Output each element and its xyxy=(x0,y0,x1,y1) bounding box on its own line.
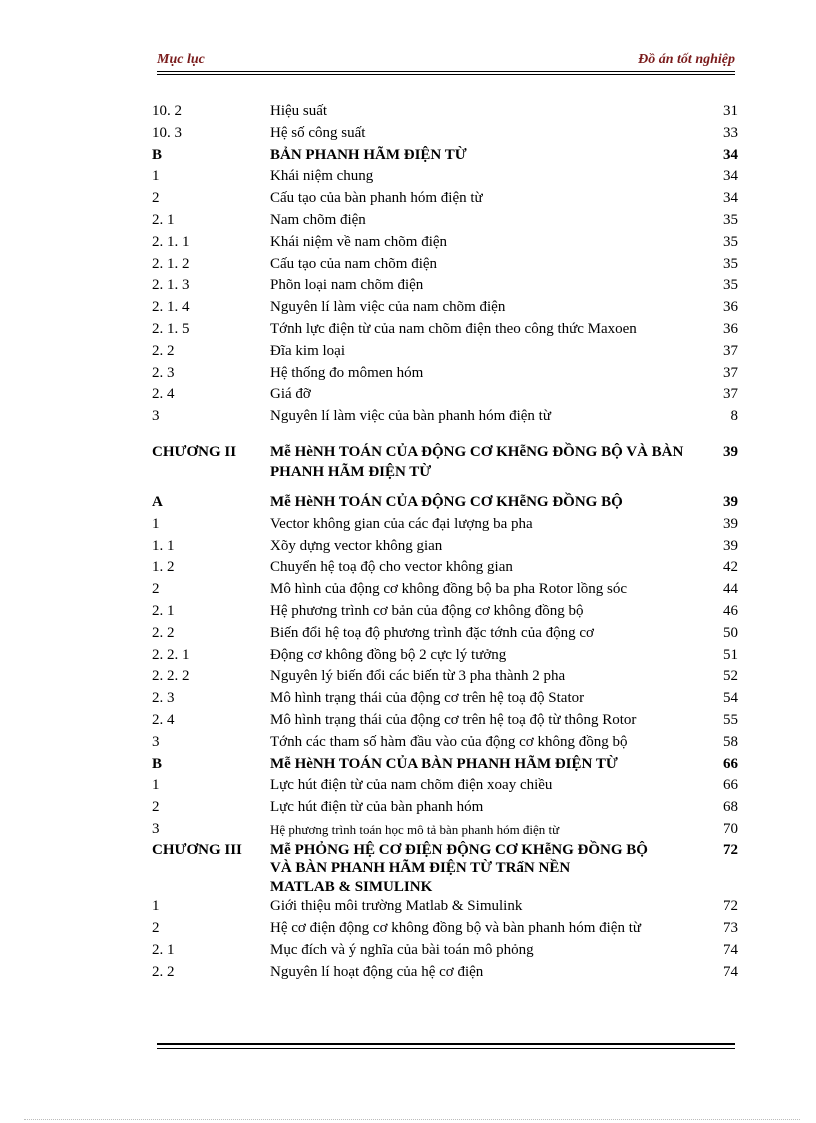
toc-entry-page: 70 xyxy=(723,820,738,837)
toc-entry-title: Mục đích và ý nghĩa của bài toán mô phỏng xyxy=(270,941,534,958)
footer-rule xyxy=(157,1043,735,1045)
chapter-title-line: VÀ BÀN PHANH HÃM ĐIỆN TỪ TRấN NỀN xyxy=(270,860,571,877)
toc-entry-title: Hệ số công suất xyxy=(270,124,366,141)
toc-entry-page: 39 xyxy=(723,537,738,554)
toc-entry-number: 10. 2 xyxy=(152,103,182,119)
toc-entry-page: 37 xyxy=(723,342,738,359)
toc-entry-number: 2. 1 xyxy=(152,602,175,619)
chapter-page: 39 xyxy=(723,443,738,460)
toc-entry-page: 74 xyxy=(723,941,738,958)
toc-entry xyxy=(152,688,738,710)
toc-entry xyxy=(152,797,738,819)
header-right-title: Đồ án tốt nghiệp xyxy=(638,52,735,67)
toc-entry-page: 8 xyxy=(730,408,738,425)
toc-entry-number: 2 xyxy=(152,799,160,816)
toc-entry-title: Phõn loại nam chõm điện xyxy=(270,277,424,294)
toc-entry-number: A xyxy=(152,493,163,510)
toc-entry xyxy=(152,557,738,579)
header-rule-thin xyxy=(157,74,735,75)
toc-entry-number: 2. 1. 5 xyxy=(152,320,190,337)
toc-entry-title: Nguyên lí hoạt động của hệ cơ điện xyxy=(270,963,484,980)
chapter-number: CHƯƠNG III xyxy=(152,841,242,858)
toc-entry-page: 34 xyxy=(723,168,738,185)
toc-entry-number: 2. 4 xyxy=(152,386,175,403)
toc-section-3 xyxy=(152,896,738,983)
toc-entry-number: 2. 2. 2 xyxy=(152,668,190,685)
toc-entry-page: 55 xyxy=(723,711,738,728)
toc-entry-title: Vector không gian của các đại lượng ba pha xyxy=(270,515,533,532)
toc-entry xyxy=(152,710,738,732)
page-header xyxy=(157,52,735,72)
chapter-title-line: Mễ PHỎNG HỆ CƠ ĐIỆN ĐỘNG CƠ KHễNG ĐỒNG BỘ xyxy=(270,841,648,858)
chapter-page: 72 xyxy=(723,841,738,858)
toc-entry-number: 2. 2 xyxy=(152,342,175,359)
toc-entry-page: 42 xyxy=(723,559,738,576)
toc-entry-page: 37 xyxy=(723,364,738,381)
toc-entry-page: 66 xyxy=(723,755,738,772)
toc-entry-page: 37 xyxy=(723,386,738,403)
toc-entry-number: 1. 2 xyxy=(152,559,175,576)
toc-entry xyxy=(152,579,738,601)
toc-entry-number: 2. 2 xyxy=(152,963,175,980)
toc-entry xyxy=(152,601,738,623)
toc-entry-title: Mễ HèNH TOÁN CỦA BÀN PHANH HÃM ĐIỆN TỪ xyxy=(270,755,618,772)
toc-entry-page: 35 xyxy=(723,233,738,250)
toc-entry-number: 2. 4 xyxy=(152,711,175,728)
toc-entry-number: 2. 1. 3 xyxy=(152,277,190,294)
toc-entry-title: Mô hình của động cơ không đồng bộ ba pha Rotor lồng sóc xyxy=(270,581,628,598)
toc-entry-title: Giá đỡ xyxy=(270,386,311,403)
header-left-title: Mục lục xyxy=(157,52,205,67)
toc-entry xyxy=(152,775,738,797)
toc-entry xyxy=(152,896,738,918)
toc-entry-number: B xyxy=(152,146,163,163)
toc-entry xyxy=(152,145,738,167)
toc-entry-page: 73 xyxy=(723,920,738,936)
toc-entry-page: 39 xyxy=(723,493,738,510)
toc-entry xyxy=(152,536,738,558)
toc-entry-number: 1 xyxy=(152,168,160,185)
toc-entry-number: 2. 3 xyxy=(152,364,175,381)
toc-section-2 xyxy=(152,492,738,841)
toc-entry-title: Hiệu suất xyxy=(270,103,328,119)
toc-entry-number: 1. 1 xyxy=(152,537,175,554)
toc-entry xyxy=(152,754,738,776)
toc-entry-number: 2. 1. 2 xyxy=(152,255,190,272)
toc-entry-title: Hệ phương trình cơ bản của động cơ không đồng bộ xyxy=(270,602,584,619)
toc-entry xyxy=(152,297,738,319)
toc-entry-title: Hệ cơ điện động cơ không đồng bộ và bàn phanh hóm điện từ xyxy=(270,920,642,936)
toc-entry xyxy=(152,819,738,841)
chapter-3-heading xyxy=(152,841,738,897)
toc-entry-page: 66 xyxy=(723,777,738,794)
toc-entry-title: BẢN PHANH HÃM ĐIỆN TỪ xyxy=(270,146,467,163)
toc-entry-number: 10. 3 xyxy=(152,124,182,141)
toc-entry-title: Động cơ không đồng bộ 2 cực lý tưởng xyxy=(270,646,507,663)
toc-entry-number: 2 xyxy=(152,581,160,598)
toc-entry-page: 54 xyxy=(723,690,738,707)
toc-entry-page: 46 xyxy=(723,602,738,619)
toc-entry-title: Đĩa kim loại xyxy=(270,342,345,359)
toc-entry-number: 2. 1. 4 xyxy=(152,299,190,316)
toc-entry-page: 36 xyxy=(723,320,738,337)
toc-entry xyxy=(152,363,738,385)
toc-entry-page: 74 xyxy=(723,963,738,980)
toc-entry-title: Tớnh các tham số hàm đầu vào của động cơ không đồng bộ xyxy=(270,733,628,750)
toc-section-1 xyxy=(152,101,738,428)
toc-entry xyxy=(152,940,738,962)
toc-entry-number: 1 xyxy=(152,777,160,794)
header-rule xyxy=(157,71,735,72)
toc-entry xyxy=(152,254,738,276)
toc-entry xyxy=(152,384,738,406)
page-edge-dotted-line xyxy=(24,1119,800,1120)
toc-entry-number: 1 xyxy=(152,515,160,532)
toc-entry xyxy=(152,732,738,754)
toc-entry-title: Cấu tạo của bàn phanh hóm điện từ xyxy=(270,190,483,207)
chapter-title-block xyxy=(270,841,700,897)
toc-entry xyxy=(152,645,738,667)
toc-entry-number: 2. 2 xyxy=(152,624,175,641)
toc-entry-page: 72 xyxy=(723,898,738,915)
toc-entry-page: 68 xyxy=(723,799,738,816)
toc-entry-title: Hệ phương trình toán học mô tả bàn phanh hóm điện từ xyxy=(270,821,560,837)
toc-entry-page: 33 xyxy=(723,124,738,141)
toc-entry xyxy=(152,666,738,688)
toc-entry-page: 52 xyxy=(723,668,738,685)
footer-rule-thin xyxy=(157,1048,735,1049)
toc-entry-page: 58 xyxy=(723,733,738,750)
toc-entry xyxy=(152,962,738,984)
toc-entry-title: Nguyên lý biến đổi các biến từ 3 pha thành 2 pha xyxy=(270,668,566,685)
table-of-contents xyxy=(152,101,738,983)
toc-entry-number: 2. 3 xyxy=(152,690,175,707)
toc-entry-page: 50 xyxy=(723,624,738,641)
toc-entry-title: Biến đổi hệ toạ độ phương trình đặc tớnh của động cơ xyxy=(270,624,594,641)
toc-entry xyxy=(152,210,738,232)
toc-entry xyxy=(152,101,738,123)
toc-entry xyxy=(152,319,738,341)
toc-entry-title: Mô hình trạng thái của động cơ trên hệ toạ độ Stator xyxy=(270,690,585,707)
toc-entry-page: 36 xyxy=(723,299,738,316)
toc-entry-page: 51 xyxy=(723,646,738,663)
toc-entry xyxy=(152,188,738,210)
toc-entry-number: 2. 1 xyxy=(152,941,175,958)
toc-entry-number: 1 xyxy=(152,898,160,915)
toc-entry-number: 2 xyxy=(152,920,160,936)
toc-entry xyxy=(152,918,738,940)
chapter-2-heading xyxy=(152,442,738,482)
toc-entry-title: Nguyên lí làm việc của nam chõm điện xyxy=(270,299,506,316)
toc-entry xyxy=(152,166,738,188)
toc-entry-number: 3 xyxy=(152,820,160,837)
toc-entry-number: 3 xyxy=(152,733,160,750)
toc-entry-page: 44 xyxy=(723,581,738,598)
toc-entry-page: 35 xyxy=(723,277,738,294)
toc-entry-number: 3 xyxy=(152,408,160,425)
toc-entry-title: Lực hút điện từ của nam chõm điện xoay chiều xyxy=(270,777,553,794)
toc-entry-page: 34 xyxy=(723,146,738,163)
toc-entry-title: Cấu tạo của nam chõm điện xyxy=(270,255,438,272)
toc-entry-page: 31 xyxy=(723,103,738,119)
toc-entry-title: Mễ HèNH TOÁN CỦA ĐỘNG CƠ KHễNG ĐỒNG BỘ xyxy=(270,493,623,510)
toc-entry-number: B xyxy=(152,755,163,772)
toc-entry xyxy=(152,406,738,428)
toc-entry-title: Khái niệm về nam chõm điện xyxy=(270,233,448,250)
toc-entry-title: Giới thiệu môi trường Matlab & Simulink xyxy=(270,898,523,915)
chapter-title-line: MATLAB & SIMULINK xyxy=(270,878,433,895)
toc-entry-number: 2. 2. 1 xyxy=(152,646,190,663)
toc-entry-number: 2. 1 xyxy=(152,211,175,228)
toc-entry-title: Chuyển hệ toạ độ cho vector không gian xyxy=(270,559,513,576)
toc-entry xyxy=(152,341,738,363)
toc-entry xyxy=(152,514,738,536)
toc-entry xyxy=(152,123,738,145)
toc-entry-title: Lực hút điện từ của bàn phanh hóm xyxy=(270,799,484,816)
toc-entry-title: Nguyên lí làm việc của bàn phanh hóm điện từ xyxy=(270,408,551,425)
toc-entry-number: 2. 1. 1 xyxy=(152,233,190,250)
toc-entry-title: Nam chõm điện xyxy=(270,211,366,228)
toc-entry xyxy=(152,623,738,645)
toc-entry xyxy=(152,275,738,297)
toc-entry-page: 39 xyxy=(723,515,738,532)
toc-entry-page: 34 xyxy=(723,190,738,207)
toc-entry-title: Xõy dựng vector không gian xyxy=(270,537,443,554)
chapter-number: CHƯƠNG II xyxy=(152,443,237,460)
toc-entry-page: 35 xyxy=(723,255,738,272)
toc-entry-number: 2 xyxy=(152,190,160,207)
toc-entry-title: Tớnh lực điện từ của nam chõm điện theo công thức Maxoen xyxy=(270,320,637,337)
toc-entry xyxy=(152,492,738,514)
toc-entry-title: Hệ thống đo mômen hóm xyxy=(270,364,424,381)
toc-entry-title: Mô hình trạng thái của động cơ trên hệ toạ độ từ thông Rotor xyxy=(270,711,637,728)
toc-entry xyxy=(152,232,738,254)
toc-entry-page: 35 xyxy=(723,211,738,228)
chapter-title: Mễ HèNH TOÁN CỦA ĐỘNG CƠ KHễNG ĐỒNG BỘ VÀ BÀN PHANH HÃM ĐIỆN TỪ xyxy=(270,443,684,480)
toc-entry-title: Khái niệm chung xyxy=(270,168,374,185)
